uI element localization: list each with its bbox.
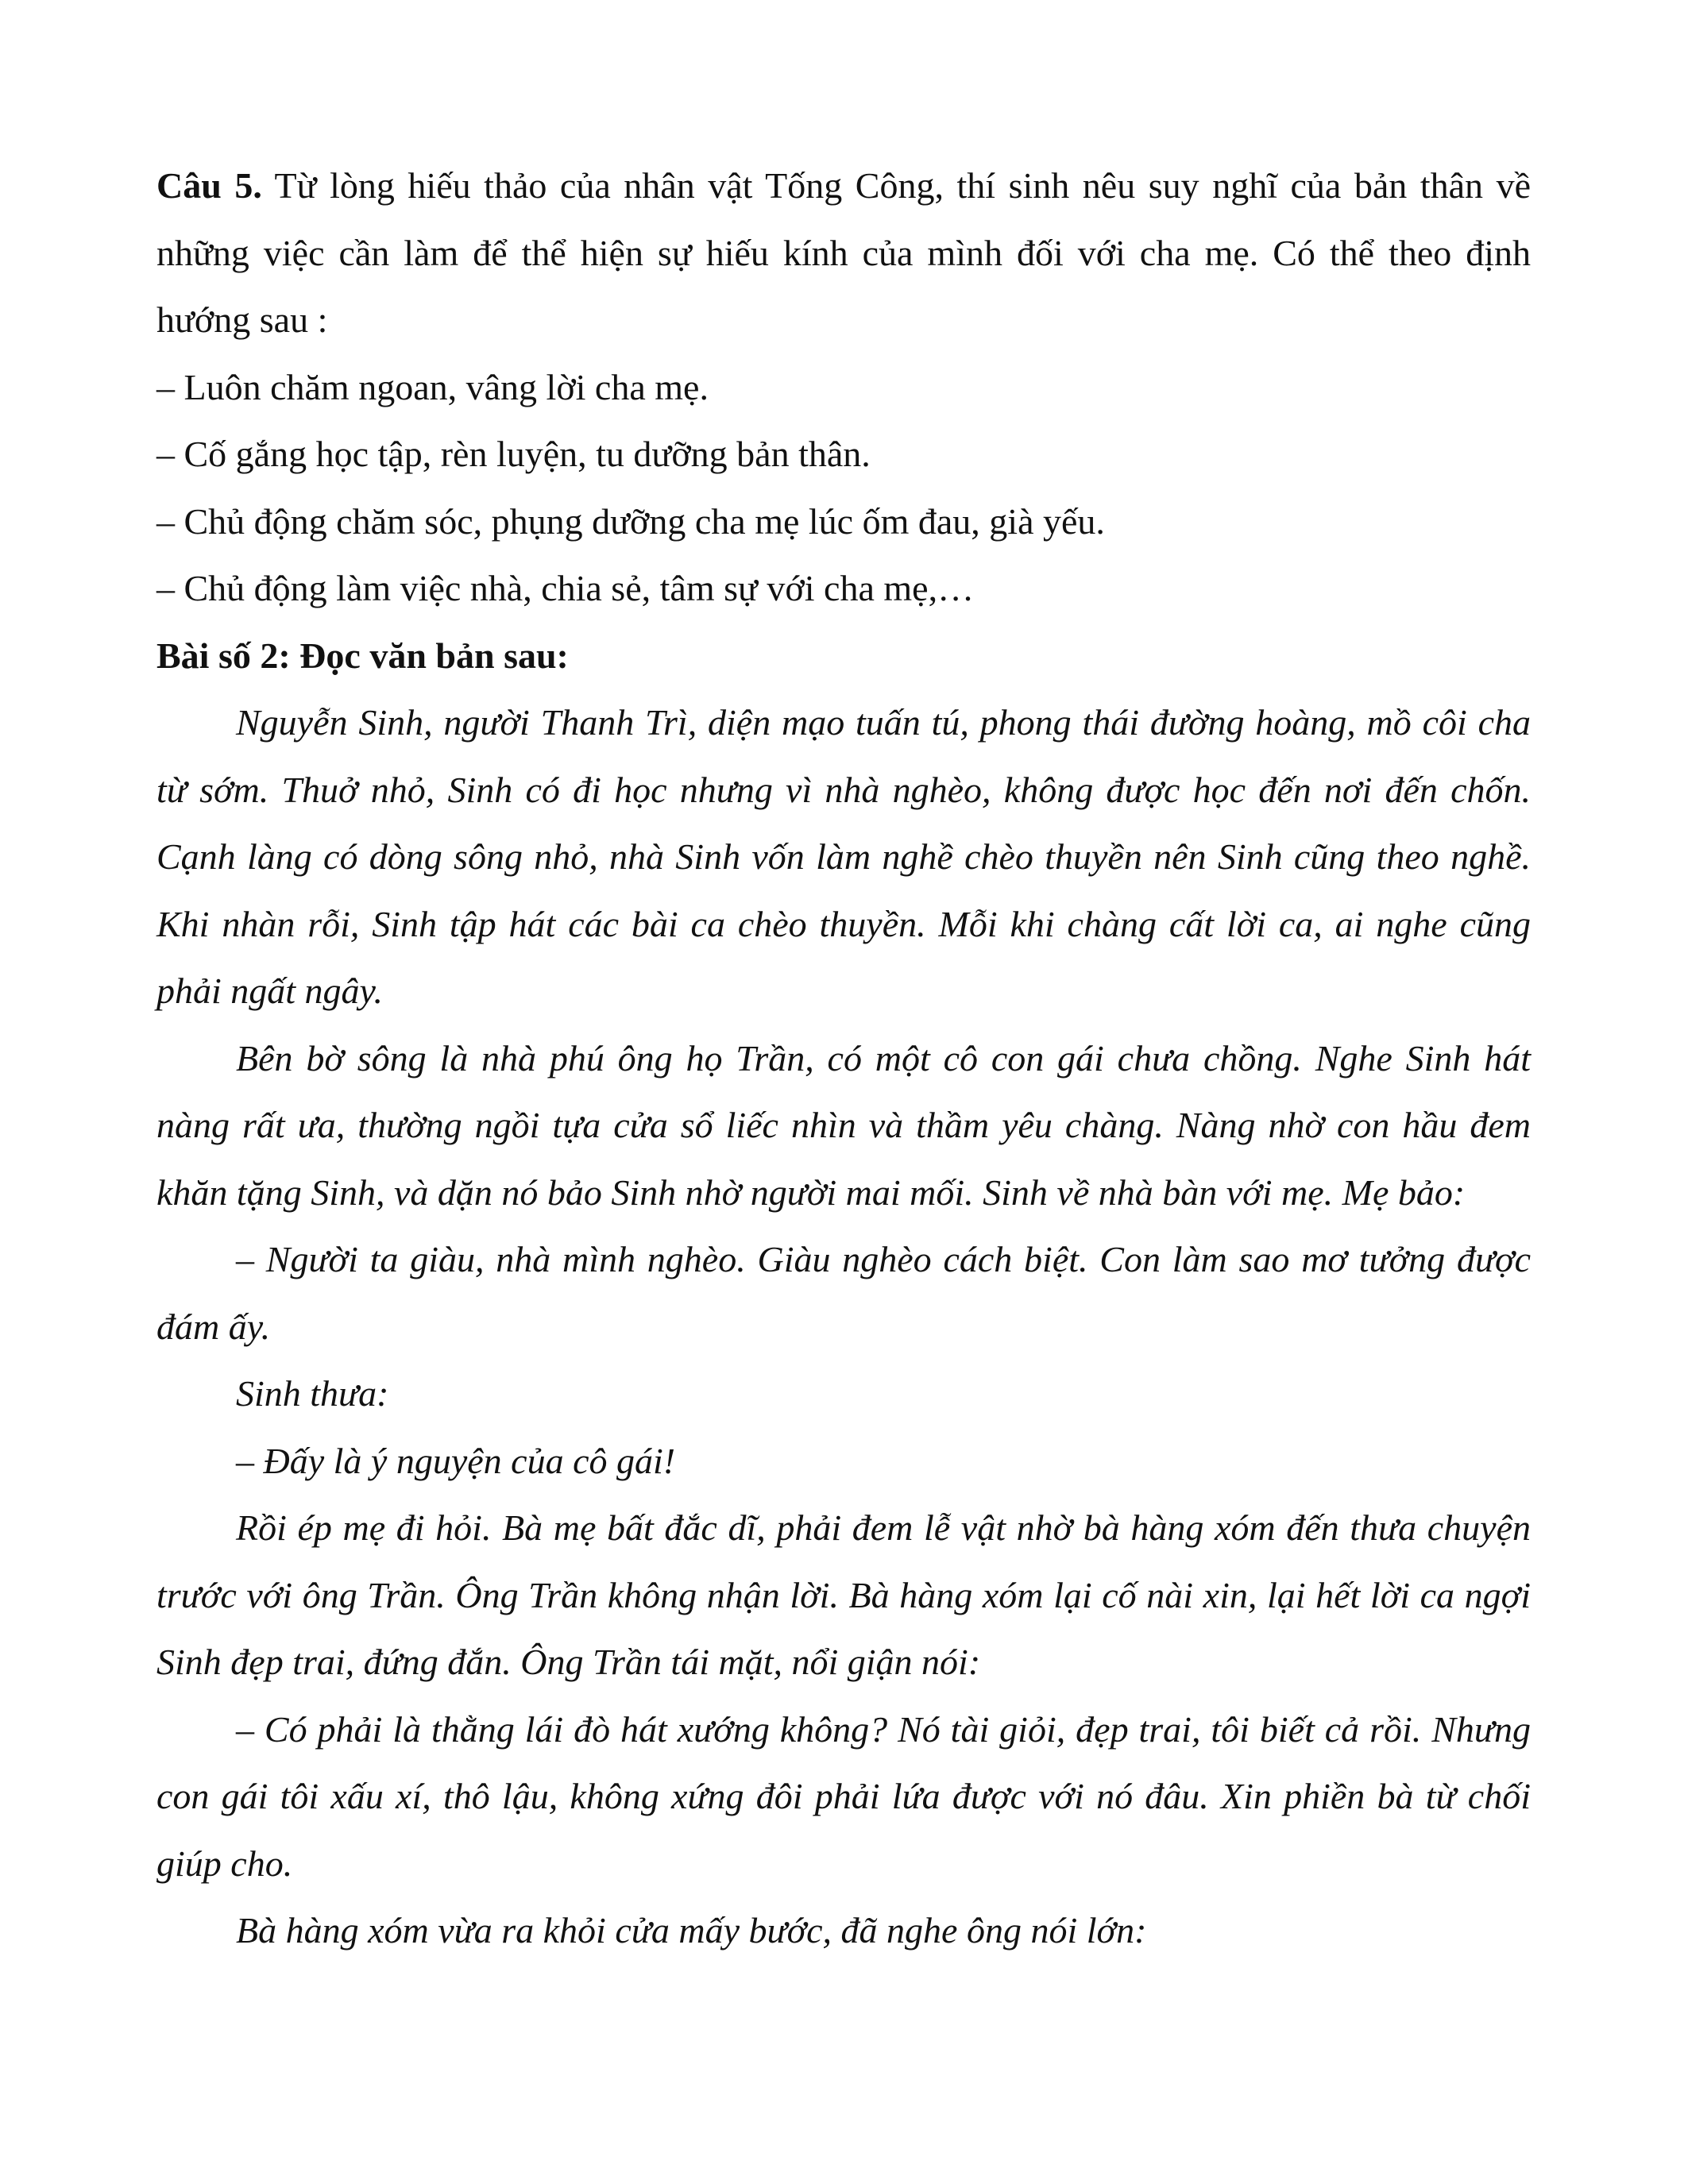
document-page [156, 152, 1531, 1965]
story-paragraph: Bà hàng xóm vừa ra khỏi cửa mấy bước, đã nghe ông nói lớn: [236, 1910, 1147, 1951]
bullet-item: – Luôn chăm ngoan, vâng lời cha mẹ. [156, 366, 709, 407]
story-paragraph: Nguyễn Sinh, người Thanh Trì, diện mạo tuấn tú, phong thái đường hoàng, mồ côi cha từ sớm. Thuở nhỏ, Sinh có đi học nhưng vì nhà nghèo, không được học đến nơi đến chốn. Cạnh làng có dòng sông nhỏ, nhà Sinh vốn làm nghề chèo thuyền nên Sinh cũng theo nghề. Khi nhàn rỗi, Sinh tập hát các bài ca chèo thuyền. Mỗi khi chàng cất lời ca, ai nghe cũng phải ngất ngây. [156, 702, 1531, 1011]
story-dialogue: – Có phải là thằng lái đò hát xướng không? Nó tài giỏi, đẹp trai, tôi biết cả rồi. Nhưng con gái tôi xấu xí, thô lậu, không xứng đôi phải lứa được với nó đâu. Xin phiền bà từ chối giúp cho. [156, 1708, 1531, 1884]
bullet-item: – Chủ động chăm sóc, phụng dưỡng cha mẹ lúc ốm đau, già yếu. [156, 500, 1105, 542]
question-5-label: Câu 5. [156, 165, 262, 206]
story-paragraph: Bên bờ sông là nhà phú ông họ Trần, có một cô con gái chưa chồng. Nghe Sinh hát nàng rất ưa, thường ngồi tựa cửa sổ liếc nhìn và thầm yêu chàng. Nàng nhờ con hầu đem khăn tặng Sinh, và dặn nó bảo Sinh nhờ người mai mối. Sinh về nhà bàn với mẹ. Mẹ bảo: [156, 1037, 1531, 1213]
story-paragraph: Sinh thưa: [236, 1373, 389, 1414]
story-dialogue: – Người ta giàu, nhà mình nghèo. Giàu nghèo cách biệt. Con làm sao mơ tưởng được đám ấy. [156, 1239, 1531, 1347]
exercise-2-heading: Bài số 2: Đọc văn bản sau: [156, 635, 569, 676]
story-dialogue: – Đấy là ý nguyện của cô gái! [236, 1440, 676, 1481]
bullet-item: – Chủ động làm việc nhà, chia sẻ, tâm sự với cha mẹ,… [156, 568, 975, 608]
question-5-text: Từ lòng hiếu thảo của nhân vật Tống Công, thí sinh nêu suy nghĩ của bản thân về những việc cần làm để thể hiện sự hiếu kính của mình đối với cha mẹ. Có thể theo định hướng sau : [156, 165, 1531, 340]
story-paragraph: Rồi ép mẹ đi hỏi. Bà mẹ bất đắc dĩ, phải đem lễ vật nhờ bà hàng xóm đến thưa chuyện trước với ông Trần. Ông Trần không nhận lời. Bà hàng xóm lại cố nài xin, lại hết lời ca ngợi Sinh đẹp trai, đứng đắn. Ông Trần tái mặt, nổi giận nói: [156, 1507, 1531, 1682]
bullet-item: – Cố gắng học tập, rèn luyện, tu dưỡng bản thân. [156, 434, 871, 474]
question-5-paragraph [156, 152, 1531, 354]
